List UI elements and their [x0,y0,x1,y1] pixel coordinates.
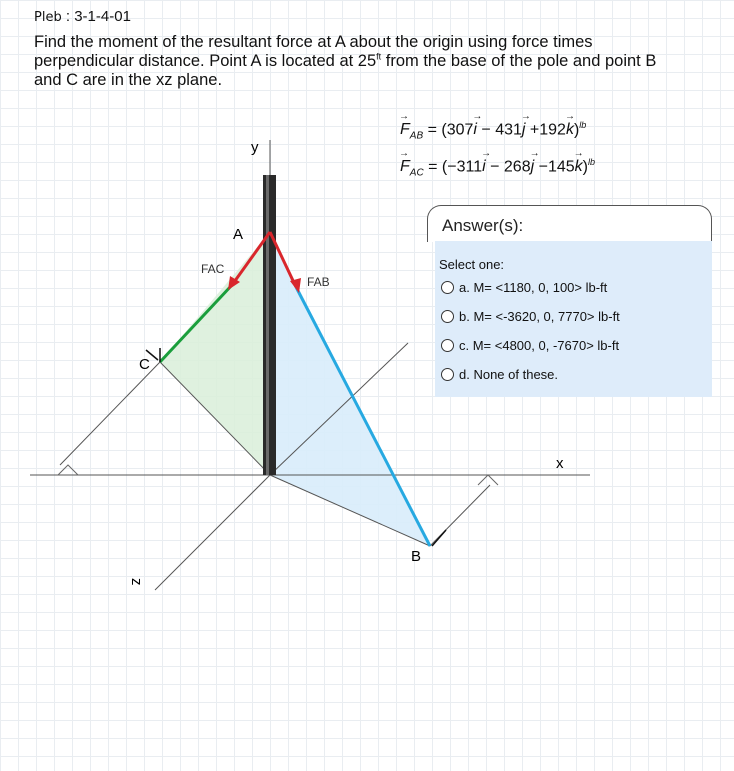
fab-j-coef: − 431 [476,121,522,139]
right-angle-marker-right [478,475,498,485]
fab-k-unit: → k [566,121,574,138]
right-angle-marker-left [58,465,78,475]
fac-unit: lb [587,157,595,167]
y-axis-label: y [251,139,259,156]
option-a-radio[interactable] [441,281,454,294]
fab-close: ) [573,121,580,139]
ft-unit: ft [376,51,382,62]
fac-eq-start: = (−311 [423,158,483,176]
fab-subscript: AB [409,130,424,142]
fac-i-unit: → i [482,158,486,175]
option-c-label: c. M= <4800, 0, -7670> lb-ft [459,338,620,353]
fab-j-unit: → j [522,121,526,138]
problem-line-1: Find the moment of the resultant force at A about the origin using force times [34,33,593,51]
problem-line-2-start: perpendicular distance. Point A is located at 25 [34,52,377,70]
answer-panel [435,241,712,397]
option-a-label: a. M= <1180, 0, 100> lb-ft [459,280,608,295]
fac-subscript: AC [409,167,424,179]
pole [263,175,276,475]
z-axis-label: z [128,578,145,586]
fab-k-coef: +192 [525,121,566,139]
option-d-label: d. None of these. [459,367,559,382]
fac-j-unit: → j [531,158,535,175]
fac-equation [400,157,595,179]
option-b-label: b. M= <-3620, 0, 7770> lb-ft [459,309,620,324]
x-axis-label: x [556,455,564,472]
b-tick [432,530,446,546]
fac-j-coef: − 268 [485,158,531,176]
option-b-radio[interactable] [441,310,454,323]
pole-highlight [266,175,269,475]
fac-label: FAC [201,262,225,276]
fab-eq-start: = (307 [423,121,474,139]
option-d[interactable] [441,367,558,382]
point-b-label: B [411,548,422,565]
point-a-label: A [233,226,244,243]
answer-title: Answer(s): [442,216,524,235]
c-extension-line [60,362,160,465]
problem-id: 3-1-4-01 [74,8,131,25]
problem-line-3: and C are in the xz plane. [34,71,223,89]
fab-i-unit: → i [473,121,477,138]
b-extension-line [430,485,490,546]
fab-vector-symbol: → F [400,121,410,138]
option-c-radio[interactable] [441,339,454,352]
fac-vector-symbol: → F [400,158,410,175]
fac-k-coef: −145 [534,158,575,176]
select-one-prompt: Select one: [439,257,505,272]
answer-frame [427,205,712,242]
problem-line-2-end: from the base of the pole and point B [381,52,657,70]
point-c-label: C [139,356,150,373]
fab-unit: lb [579,120,587,130]
option-b[interactable] [441,309,620,324]
option-c[interactable] [441,338,619,353]
fab-label: FAB [307,275,330,289]
answer-box [427,205,712,399]
z-axis [155,475,270,590]
fac-k-unit: → k [575,158,583,175]
fab-equation [400,120,586,142]
user-name: Pleb [34,10,62,25]
header-separator: : [65,8,71,25]
fac-close: ) [582,158,588,176]
option-d-radio[interactable] [441,368,454,381]
option-a[interactable] [441,280,607,295]
